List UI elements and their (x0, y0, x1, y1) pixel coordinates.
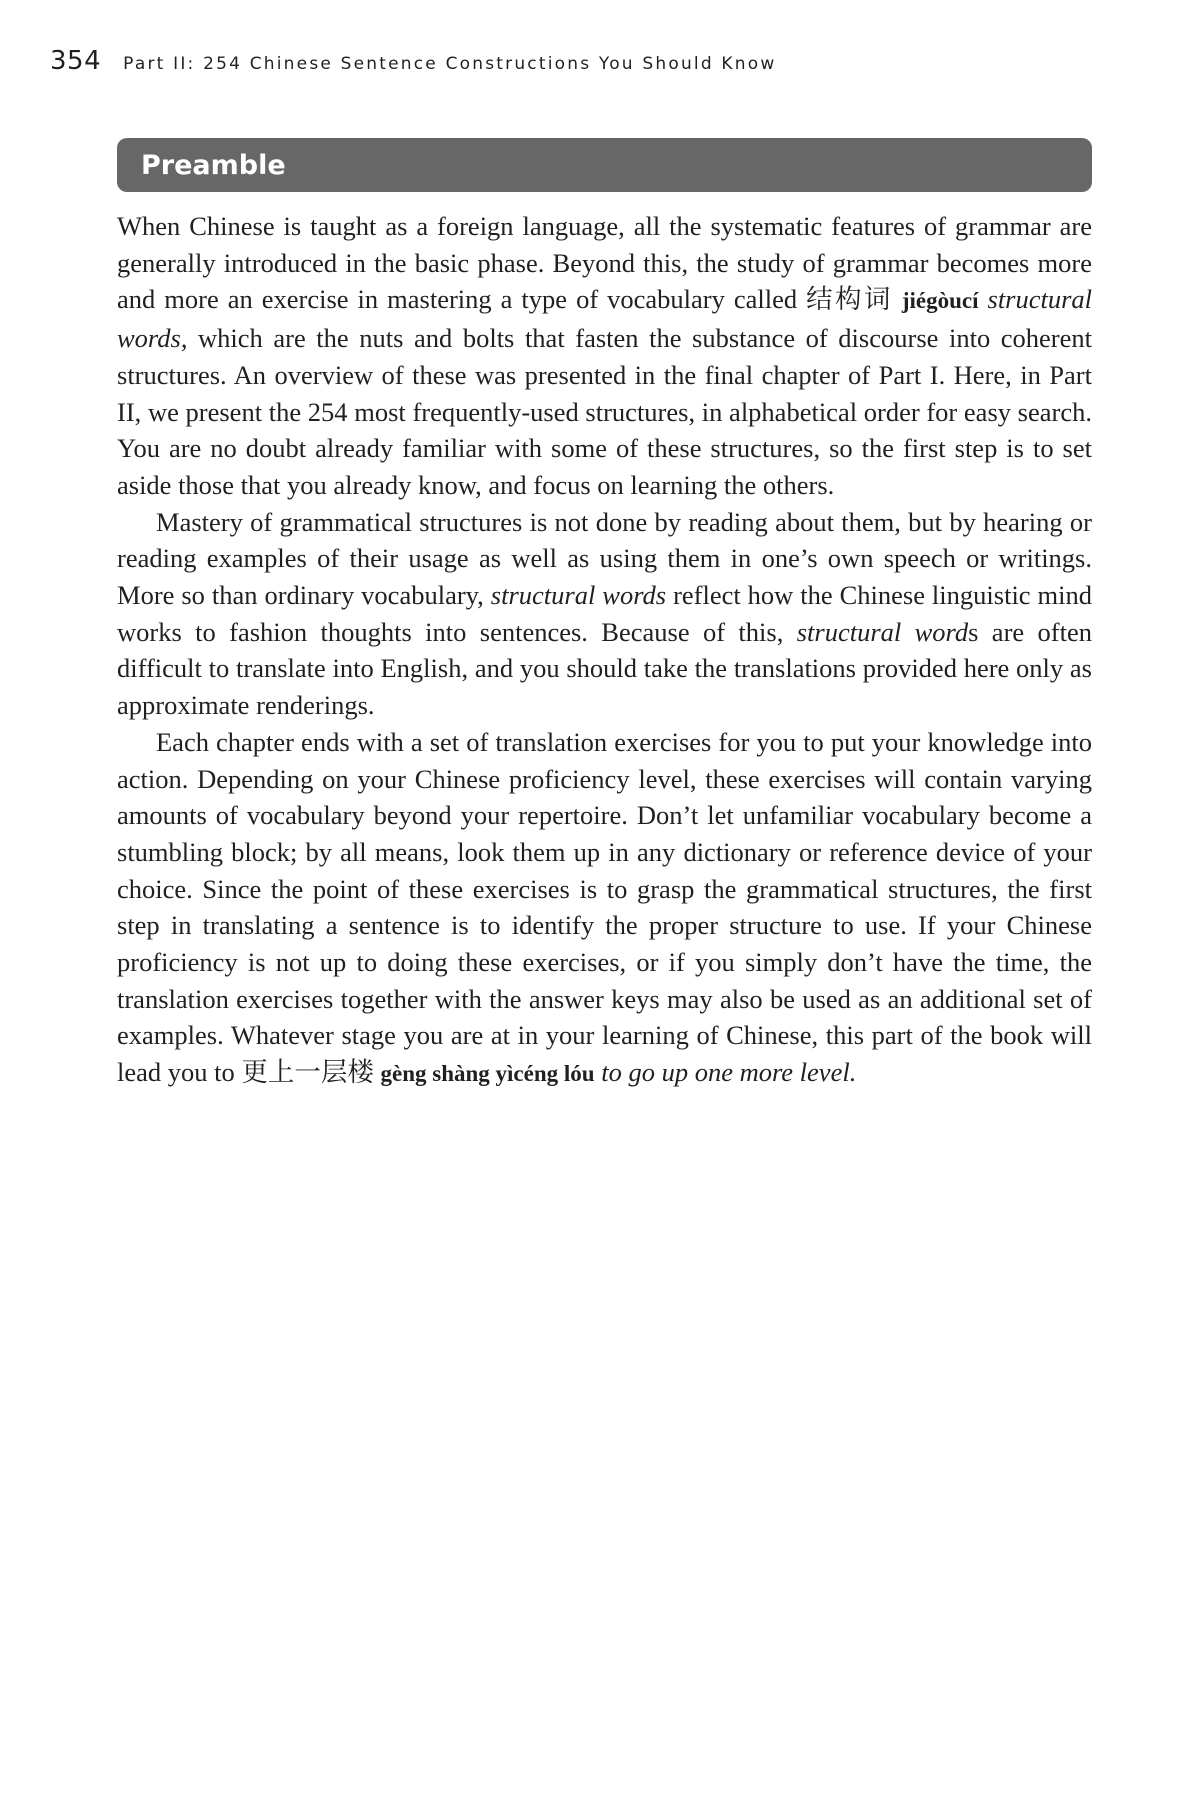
translation-go-up-one-level: to go up one more level. (601, 1057, 857, 1088)
paragraph-2 (117, 504, 1092, 724)
body-text (117, 208, 1092, 1093)
running-title: Part II: 254 Chinese Sentence Constructions You Should Know (123, 54, 777, 74)
paragraph-2-text-b: reflect how the Chinese linguistic mind works to fashion thoughts into sentences. Because of this, (117, 580, 1093, 647)
pinyin-geng-shang: gèng shàng yìcéng lóu (380, 1061, 595, 1087)
page-number: 354 (50, 46, 102, 76)
paragraph-1 (117, 208, 1092, 504)
chinese-phrase-geng-shang: 更上一层楼 (241, 1057, 374, 1089)
pinyin-jiegouci: jiégòucí (901, 288, 979, 314)
paragraph-1-text-b: , which are the nuts and bolts that fasten the substance of discourse into coherent structures. An overview of these was presented in the final chapter of Part I. Here, in Part II, we present the 254 most frequently-used structures, in alphabetical order for easy search. You are no doubt already familiar with some of these structures, so the first step is to set aside those that you already know, and focus on learning the others. (117, 323, 1092, 500)
term-structural-words-2: structural words (490, 580, 667, 611)
paragraph-3 (117, 724, 1092, 1093)
section-header (117, 138, 1092, 192)
paragraph-2-text-c: s are often difficult to translate into English, and you should take the translations provided here only as approximate renderings. (117, 616, 1092, 721)
running-head (50, 46, 776, 76)
chinese-term-jiegouci: 结构词 (806, 284, 893, 316)
term-structural-word: structural word (796, 616, 969, 647)
term-structural-words: structural words (117, 284, 1093, 354)
paragraph-3-text-a: Each chapter ends with a set of translation exercises for you to put your knowledge into action. Depending on your Chinese proficiency level, these exercises will contain varying amounts of vocabulary beyond your repertoire. Don’t let unfamiliar vocabulary become a stumbling block; by all means, look them up in any dictionary or reference device of your choice. Since the point of these exercises is to grasp the grammatical structures, the first step in translating a sentence is to identify the proper structure to use. If your Chinese proficiency is not up to doing these exercises, or if you simply don’t have the time, the translation exercises together with the answer keys may also be used as an additional set of examples. Whatever stage you are at in your learning of Chinese, this part of the book will lead you to (117, 726, 1092, 1088)
section-title: Preamble (141, 149, 286, 181)
paragraph-1-text-a: When Chinese is taught as a foreign language, all the systematic features of grammar are generally introduced in the basic phase. Beyond this, the study of grammar becomes more and more an exercise in mastering a type of vocabulary called (117, 211, 1092, 315)
paragraph-2-text-a: Mastery of grammatical structures is not done by reading about them, but by hearing or reading examples of their usage as well as using them in one’s own speech or writings. More so than ordinary vocabulary, (117, 506, 1092, 611)
